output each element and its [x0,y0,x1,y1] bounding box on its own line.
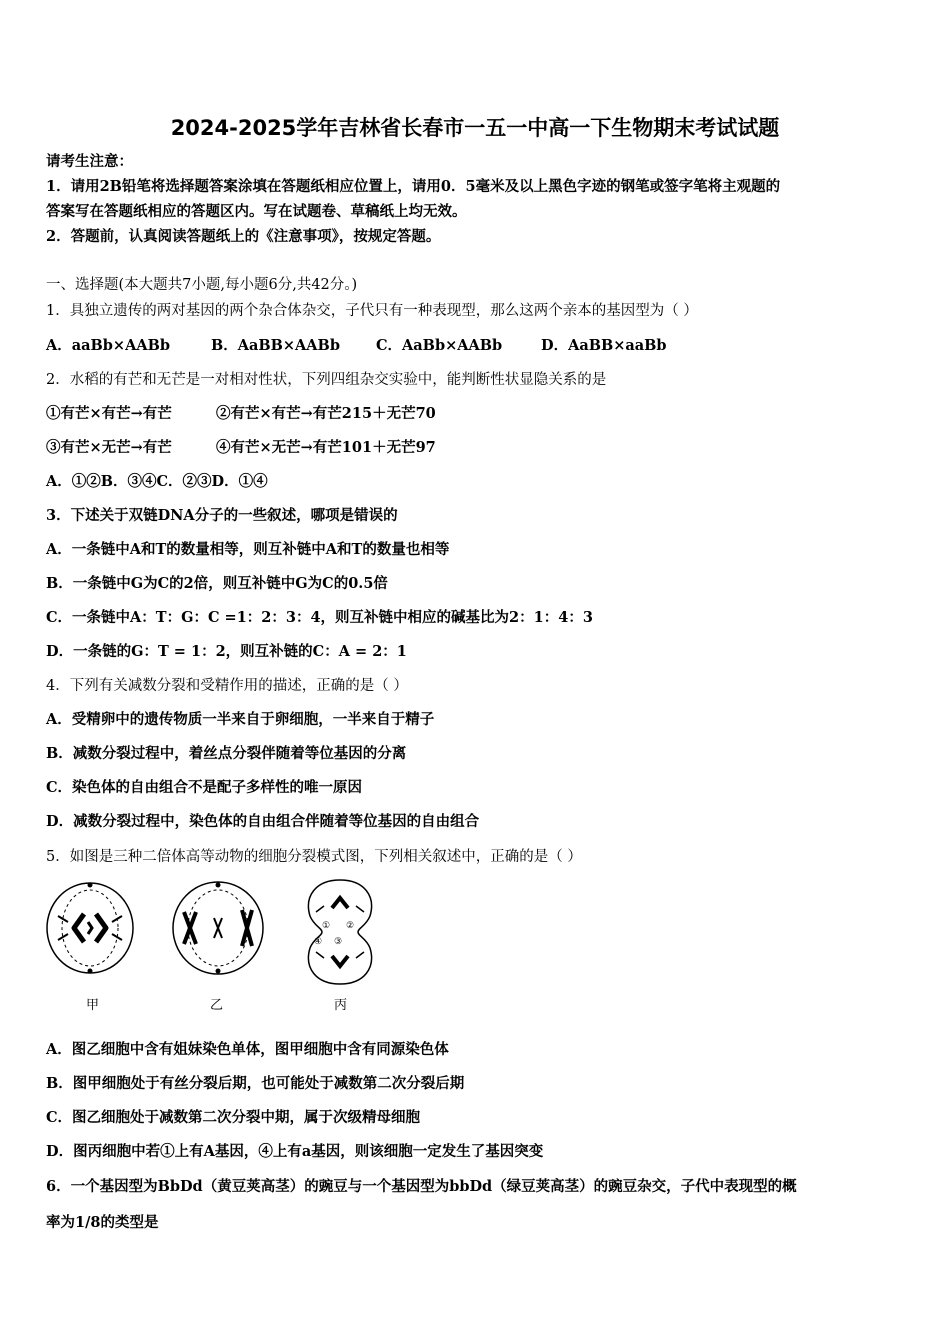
notice-item-1a: 1．请用2B铅笔将选择题答案涂填在答题纸相应位置上，请用0．5毫米及以上黑色字迹的钢笔或签字笔将主观题的 [46,178,781,195]
notice-item-2: 2．答题前，认真阅读答题纸上的《注意事项》，按规定答题。 [46,228,441,245]
q1-options [46,336,667,356]
cell-figure-jia [44,878,136,978]
fig-mark-3: ③ [334,937,343,947]
q2-exp-3: ③有芒×无芒→有芒 [46,439,172,456]
q1-option-c: C．AaBb×AABb [376,337,503,354]
fig-mark-1: ① [322,921,331,931]
section-heading: 一、选择题(本大题共7小题,每小题6分,共42分。) [46,277,358,293]
q2-exp-1: ①有芒×有芒→有芒 [46,405,172,422]
q3-stem: 3．下述关于双链DNA分子的一些叙述，哪项是错误的 [46,507,398,524]
fig-label-yi: 乙 [210,998,224,1013]
q6-stem-line1: 6．一个基因型为BbDd（黄豆荚高茎）的豌豆与一个基因型为bbDd（绿豆荚高茎）的豌豆杂交，子代中表现型的概 [46,1178,797,1195]
cell-figure-bing [302,876,378,988]
cell-division-figures [40,876,400,1016]
q5-option-b: B．图甲细胞处于有丝分裂后期，也可能处于减数第二次分裂后期 [46,1075,465,1092]
q4-option-b: B．减数分裂过程中，着丝点分裂伴随着等位基因的分离 [46,745,407,762]
q4-option-c: C．染色体的自由组合不是配子多样性的唯一原因 [46,779,363,796]
q1-stem: 1．具独立遗传的两对基因的两个杂合体杂交，子代只有一种表现型，那么这两个亲本的基因型为（ ） [46,303,698,319]
q2-exp-4: ④有芒×无芒→有芒101＋无芒97 [216,439,436,456]
q2-options: A．①②B．③④C．②③D．①④ [46,473,268,490]
q5-option-d: D．图丙细胞中若①上有A基因，④上有a基因，则该细胞一定发生了基因突变 [46,1143,544,1160]
q6-stem-line2: 率为1/8的类型是 [46,1214,159,1231]
fig-mark-2: ② [346,921,355,931]
q2-stem: 2．水稻的有芒和无芒是一对相对性状，下列四组杂交实验中，能判断性状显隐关系的是 [46,372,607,388]
q4-option-a: A．受精卵中的遗传物质一半来自于卵细胞，一半来自于精子 [46,711,435,728]
q2-experiments-row1 [46,404,436,424]
fig-label-jia: 甲 [86,998,100,1013]
cell-figure-yi [170,878,266,978]
notice-item-1b: 答案写在答题纸相应的答题区内。写在试题卷、草稿纸上均无效。 [46,203,467,220]
q2-exp-2: ②有芒×有芒→有芒215＋无芒70 [216,405,436,422]
q1-option-a: A．aaBb×AABb [46,337,170,354]
q5-option-c: C．图乙细胞处于减数第二次分裂中期，属于次级精母细胞 [46,1109,421,1126]
page-title: 2024-2025学年吉林省长春市一五一中高一下生物期末考试试题 [170,116,780,140]
q1-option-b: B．AaBB×AABb [211,337,340,354]
q1-option-d: D．AaBB×aaBb [541,337,667,354]
notice-heading: 请考生注意： [46,153,133,170]
q3-option-b: B．一条链中G为C的2倍，则互补链中G为C的0.5倍 [46,575,388,592]
q4-stem: 4．下列有关减数分裂和受精作用的描述，正确的是（ ） [46,678,408,694]
q3-option-d: D．一条链的G：T = 1：2，则互补链的C：A = 2：1 [46,643,407,660]
q5-stem: 5．如图是三种二倍体高等动物的细胞分裂模式图，下列相关叙述中，正确的是（ ） [46,849,582,865]
q5-option-a: A．图乙细胞中含有姐妹染色单体，图甲细胞中含有同源染色体 [46,1041,449,1058]
fig-mark-4: ④ [314,937,323,947]
q3-option-c: C．一条链中A：T：G：C =1：2：3：4，则互补链中相应的碱基比为2：1：4：3 [46,609,593,626]
q3-option-a: A．一条链中A和T的数量相等，则互补链中A和T的数量也相等 [46,541,450,558]
fig-label-bing: 丙 [334,998,348,1013]
q4-option-d: D．减数分裂过程中，染色体的自由组合伴随着等位基因的自由组合 [46,813,480,830]
q2-experiments-row2 [46,438,436,458]
